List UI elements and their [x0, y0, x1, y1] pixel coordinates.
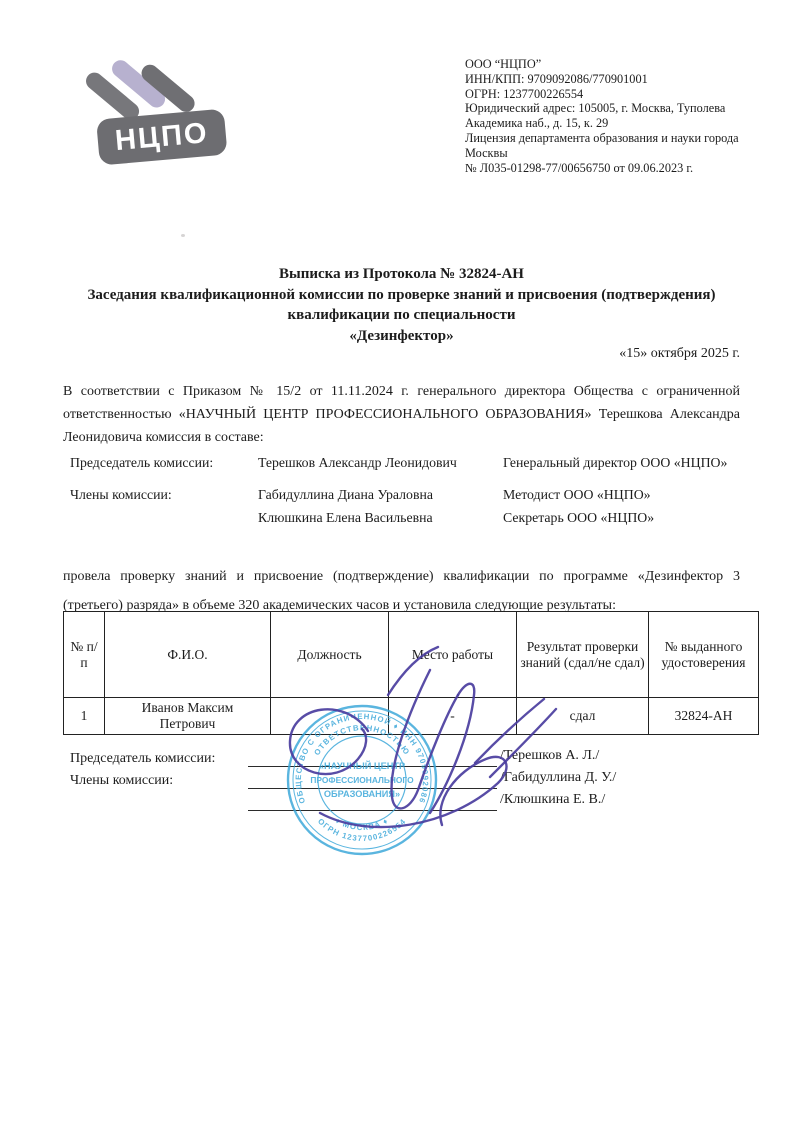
company-license-line1: Лицензия департамента образования и науки города [465, 130, 739, 145]
table-header-certificate: № выданного удостоверения [649, 612, 759, 698]
signature-line [248, 766, 497, 767]
commission-label [70, 510, 258, 526]
table-header-workplace: Место работы [389, 612, 517, 698]
cell-position [271, 698, 389, 735]
company-name: ООО “НЦПО” [465, 57, 542, 71]
company-requisites [465, 57, 755, 175]
signature-name-klyushkina: /Клюшкина Е. В./ [500, 792, 606, 807]
cell-result: сдал [517, 698, 649, 735]
title-line2: Заседания квалификационной комиссии по проверке знаний и присвоения (подтверждения) [87, 286, 716, 303]
commission-member-name: Клюшкина Елена Васильевна [258, 510, 433, 525]
results-table [63, 611, 759, 735]
signature-name-tereshkov: /Терешков А. Л./ [500, 748, 600, 763]
signature-line [248, 788, 497, 789]
commission-member-role: Методист ООО «НЦПО» [503, 487, 651, 502]
commission-row-member-2 [70, 510, 750, 526]
cell-fio [105, 698, 271, 735]
company-license-line2: Москвы [465, 145, 508, 160]
intro-paragraph: В соответствии с Приказом № 15/2 от 11.11.2024 г. генерального директора Общества с ограниченной ответственностью «НАУЧНЫЙ ЦЕНТР ПРОФЕССИОНАЛЬНОГО ОБРАЗОВАНИЯ» Терешкова Александра Леонидовича комиссия в составе: [63, 384, 740, 445]
document-title [63, 264, 740, 346]
table-header-fio: Ф.И.О. [105, 612, 271, 698]
commission-label: Председатель комиссии: [70, 455, 214, 470]
stamp-center-line1: «НАУЧНЫЙ ЦЕНТР [318, 761, 406, 771]
cell-certificate: 32824-АН [649, 698, 759, 735]
cell-fio-text: Иванов Максим Петрович [141, 700, 234, 731]
title-speciality: «Дезинфектор» [349, 327, 454, 344]
table-header-row [64, 612, 759, 698]
cell-workplace: - [389, 698, 517, 735]
commission-label: Члены комиссии: [70, 487, 172, 502]
signature-stroke [320, 757, 507, 827]
ncpo-logo [90, 40, 232, 169]
signature-label-members: Члены комиссии: [70, 773, 174, 788]
company-ogrn: ОГРН: 1237700226554 [465, 86, 584, 101]
signature-name-gabidullina: /Габидуллина Д. У./ [500, 770, 617, 785]
commission-row-member-1 [70, 487, 750, 503]
title-protocol-number: Выписка из Протокола № 32824-АН [279, 266, 524, 282]
company-address-line1: Юридический адрес: 105005, г. Москва, Туполева [465, 101, 726, 116]
stamp-center-line2: ПРОФЕССИОНАЛЬНОГО [310, 775, 414, 785]
commission-member-name: Терешков Александр Леонидович [258, 455, 457, 470]
company-license-number: № Л035-01298-77/00656750 от 09.06.2023 г. [465, 160, 694, 175]
commission-row-chairman [70, 455, 750, 471]
title-line3: квалификации по специальности [287, 307, 516, 323]
commission-member-role: Генеральный директор ООО «НЦПО» [503, 455, 728, 470]
stamp-ring-text: ОТВЕТСТВЕННОСТЬЮ [312, 723, 412, 758]
stamp-ring-text: ОГРН 1237700226554 [316, 816, 408, 844]
commission-member-name: Габидуллина Диана Ураловна [258, 487, 433, 502]
table-header-position: Должность [271, 612, 389, 698]
stamp-ring-text: ОБЩЕСТВО С ОГРАНИЧЕННОЙ ♦ ИНН 9709092086 [293, 711, 431, 805]
signature-line [248, 810, 497, 811]
document-date: «15» октября 2025 г. [619, 346, 740, 361]
signature-label-chairman: Председатель комиссии: [70, 751, 216, 766]
stamp-center-line3: ОБРАЗОВАНИЯ» [323, 789, 401, 799]
company-inn-kpp: ИНН/КПП: 9709092086/770901001 [465, 71, 648, 86]
table-header-num: № п/п [64, 612, 105, 698]
table-row [64, 698, 759, 735]
table-header-result: Результат проверки знаний (сдал/не сдал) [517, 612, 649, 698]
cell-num: 1 [64, 698, 105, 735]
logo-wordmark: НЦПО [96, 109, 228, 166]
results-paragraph: провела проверку знаний и присвоение (подтверждение) квалификации по программе «Дезинфектор 3 (третьего) разряда» в объеме 320 академических часов и установила следующие результаты: [63, 569, 740, 613]
company-address-line2: Академика наб., д. 15, к. 29 [465, 116, 609, 131]
commission-member-role: Секретарь ООО «НЦПО» [503, 510, 655, 525]
stamp-ring-text: ♦ МОСКВА ♦ [333, 816, 391, 833]
scan-artifact-dot [181, 234, 185, 237]
